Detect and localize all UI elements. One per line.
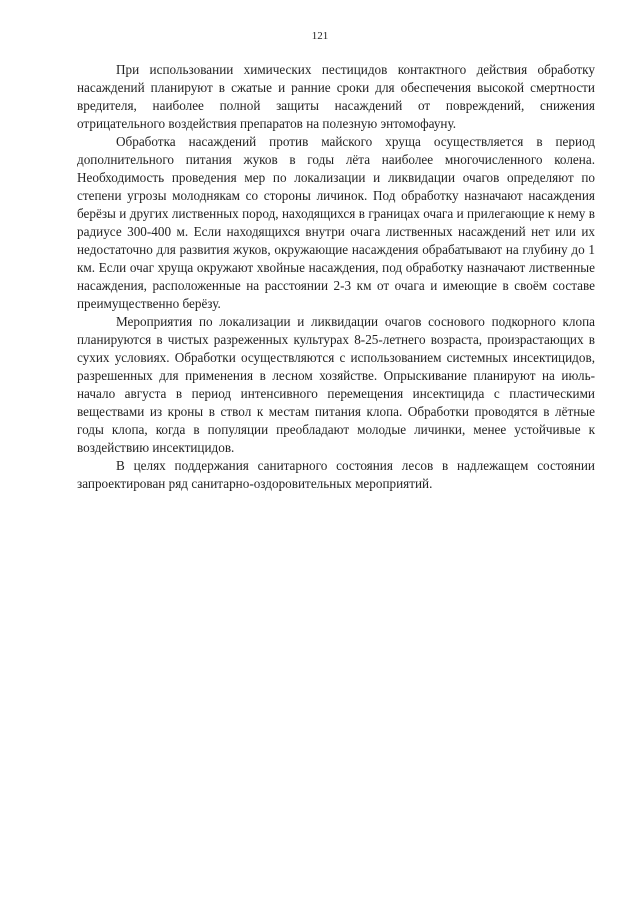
paragraph-chemical-pesticides: При использовании химических пестицидов контактного действия обработку насаждений планируют в сжатые и ранние сроки для обеспечения высокой смертности вредителя, наиболее полной защиты насаждений от повреждений, снижения отрицательного воздействия препаратов на полезную энтомофауну. [77, 62, 595, 131]
paragraph-may-beetle: Обработка насаждений против майского хруща осуществляется в период дополнительного питания жуков в годы лёта наиболее многочисленного колена. Необходимость проведения мер по локализации и ликвидации очагов определяют по степени угрозы молоднякам со стороны личинок. Под обработку назначают насаждения берёзы и других лиственных пород, находящихся в границах очага и прилегающие к нему в радиусе 300-400 м. Если находящихся внутри очага лиственных насаждений нет или их недостаточно для развития жуков, окружающие насаждения обрабатывают на глубину до 1 км. Если очаг хруща окружают хвойные насаждения, под обработку назначают лиственные насаждения, расположенные на расстоянии 2-3 км от очага и имеющие в своём составе преимущественно берёзу. [77, 134, 595, 311]
paragraph-pine-bark-bug: Мероприятия по локализации и ликвидации очагов соснового подкорного клопа планируются в чистых разреженных культурах 8-25-летнего возраста, произрастающих в сухих условиях. Обработки осуществляются с использованием системных инсектицидов, разрешенных для применения в лесном хозяйстве. Опрыскивание планируют на июль-начало августа в период интенсивного перемещения инсектицида с пластическими веществами из кроны в ствол к местам питания клопа. Обработки проводятся в лётные годы клопа, когда в популяции преобладают молодые личинки, менее устойчивые к воздействию инсектицидов. [77, 314, 595, 455]
page-number: 121 [311, 30, 329, 42]
document-body [77, 61, 595, 493]
paragraph-sanitary-measures: В целях поддержания санитарного состояния лесов в надлежащем состоянии запроектирован ряд санитарно-оздоровительных мероприятий. [77, 458, 595, 491]
